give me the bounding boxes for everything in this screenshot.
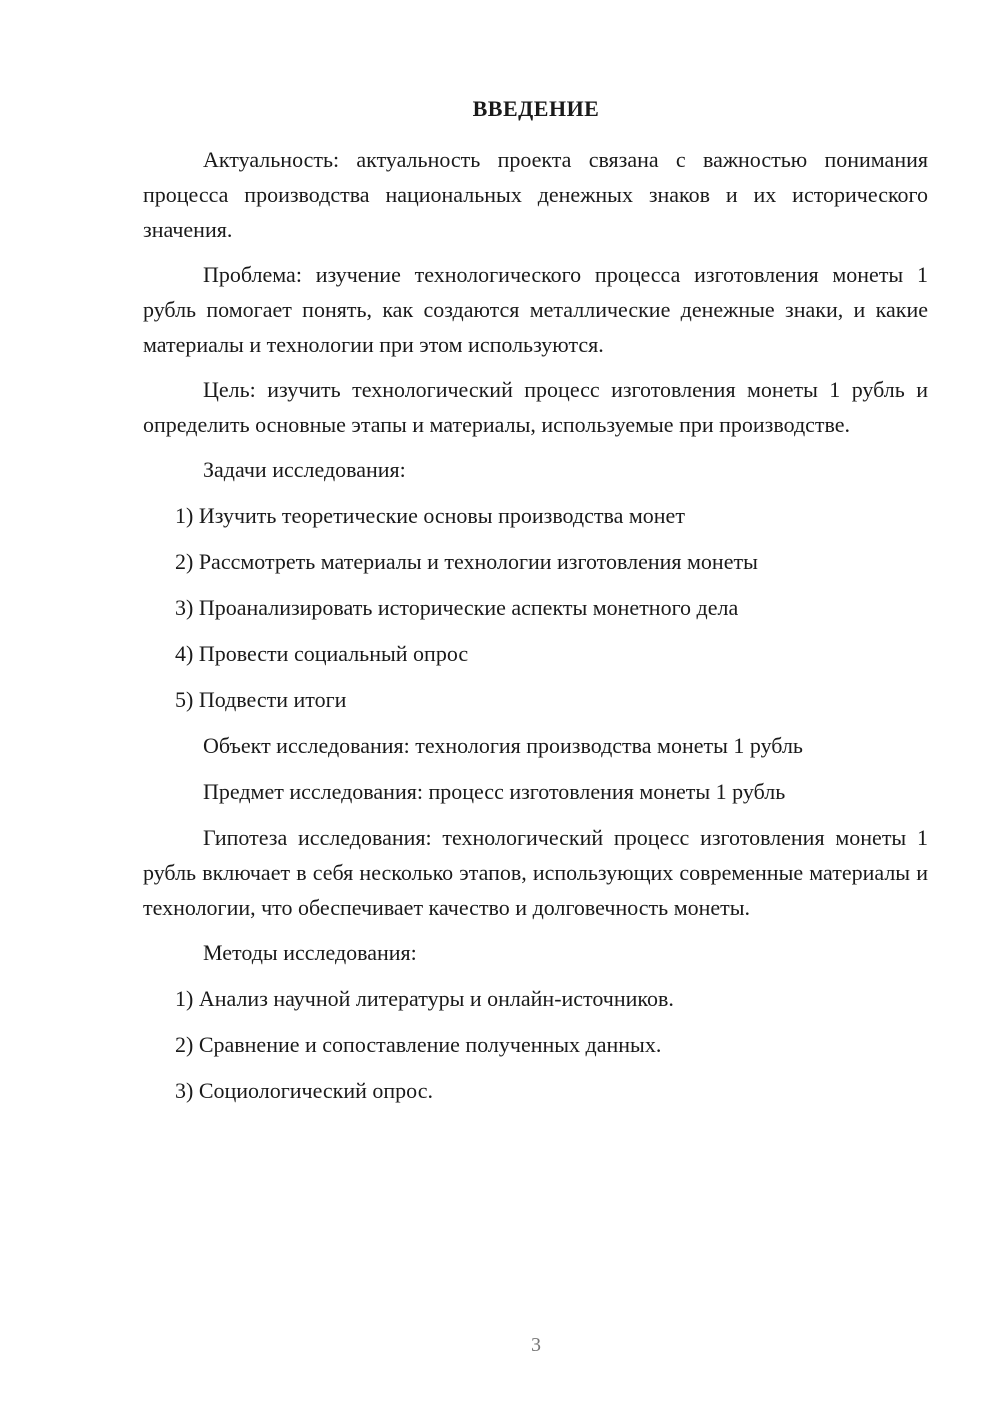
problem-paragraph: Проблема: изучение технологического процесса изготовления монеты 1 рубль помогает понять, как создаются металлические денежные знаки, и какие материалы и технологии при этом используются. [143, 262, 928, 357]
list-item: 2) Рассмотреть материалы и технологии изготовления монеты [175, 549, 758, 574]
list-item: 3) Социологический опрос. [175, 1078, 433, 1103]
object-line: Объект исследования: технология производства монеты 1 рубль [203, 733, 803, 758]
subject-line: Предмет исследования: процесс изготовления монеты 1 рубль [203, 779, 786, 804]
methods-list [143, 981, 928, 1108]
list-item: 1) Анализ научной литературы и онлайн-источников. [175, 986, 674, 1011]
list-item: 5) Подвести итоги [175, 687, 347, 712]
methods-heading: Методы исследования: [203, 940, 417, 965]
list-item: 1) Изучить теоретические основы производства монет [175, 503, 685, 528]
list-item: 3) Проанализировать исторические аспекты монетного дела [175, 595, 739, 620]
document-body [143, 142, 928, 1119]
goal-paragraph: Цель: изучить технологический процесс изготовления монеты 1 рубль и определить основные этапы и материалы, используемые при производстве. [143, 377, 928, 437]
relevance-paragraph: Актуальность: актуальность проекта связана с важностью понимания процесса производства национальных денежных знаков и их исторического значения. [143, 147, 928, 242]
page-number: 3 [531, 1334, 541, 1356]
list-item: 2) Сравнение и сопоставление полученных данных. [175, 1032, 662, 1057]
hypothesis-paragraph: Гипотеза исследования: технологический процесс изготовления монеты 1 рубль включает в себя несколько этапов, использующих современные материалы и технологии, что обеспечивает качество и долговечность монеты. [143, 825, 928, 920]
page-title: ВВЕДЕНИЕ [472, 96, 600, 121]
list-item: 4) Провести социальный опрос [175, 641, 469, 666]
tasks-list [143, 498, 928, 717]
tasks-heading: Задачи исследования: [203, 457, 406, 482]
